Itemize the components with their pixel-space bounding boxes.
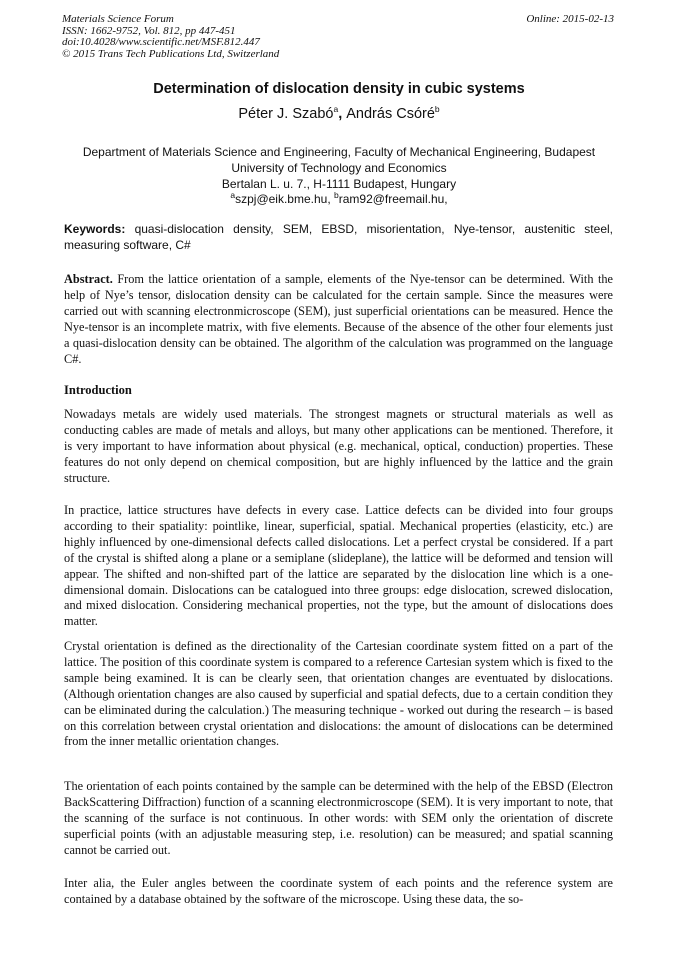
email-address: ram92@freemail.hu,: [338, 192, 448, 207]
paragraph: In practice, lattice structures have defects in every case. Lattice defects can be divided into four groups according to their spatiality: pointlike, linear, superficial, spatial. Mechanical properties (elasticity, etc.) are highly influenced by one-dimensional defects called dislocations. Let a perfect crystal be considered. If a part of the crystal is shifted along a plane or a semiplane (slideplane), the lattice will be deformed and tension will appear. The shifted and non-shifted part of the lattice are separated by the dislocation line which is a one-dimensional domain. Dislocations can be catalogued into three groups: edge dislocation, screwed dislocation, and mixed dislocation. Considering mechanical properties, not the type, but the amount of dislocations does matter.: [64, 503, 613, 629]
paragraph: Inter alia, the Euler angles between the coordinate system of each points and the reference system are contained by a database obtained by the software of the microscope. Using these data, the so-: [64, 876, 613, 906]
keywords-label: Keywords:: [64, 222, 126, 236]
paragraph: Nowadays metals are widely used materials. The strongest magnets or structural materials as well as conducting cables are made of metals and alloys, but many other applications can be mentioned. Therefore, it is very important to have information about physical (e.g. mechanical, optical, conduction) properties. These features do not only depend on chemical composition, but are highly influenced by the lattice and the grain structure.: [64, 407, 613, 485]
author-affiliation-mark: b: [434, 104, 440, 115]
email-mark: a: [230, 190, 236, 201]
author-separator: ,: [338, 106, 347, 122]
author-name: Péter J. Szabó: [238, 106, 334, 122]
journal-header: [62, 14, 279, 60]
email-address: szpj@eik.bme.hu,: [235, 192, 334, 207]
author-affiliation-mark: a: [333, 104, 339, 115]
email-line: [0, 192, 678, 208]
affiliation-block: [0, 145, 678, 208]
keywords-text: quasi-dislocation density, SEM, EBSD, misorientation, Nye-tensor, austenitic steel, measuring software, C#: [64, 222, 613, 252]
online-date: Online: 2015-02-13: [526, 13, 614, 25]
paragraph: The orientation of each points contained by the sample can be determined with the help of the EBSD (Electron BackScattering Diffraction) function of a scanning electronmicroscope (SEM). It is very important to note, that the scanning of the surface is not continuous. In other words: with SEM only the orientation of discrete superficial points (with an adjustable measuring step, i.e. resolution) can be measured; and spatial scanning cannot be carried out.: [64, 779, 613, 857]
abstract-text: From the lattice orientation of a sample, elements of the Nye-tensor can be determined. With the help of Nye’s tensor, dislocation density can be calculated for the certain sample. Since the measures were carried out with scanning electronmicroscope (SEM), just superficial orientations can be measured. Hence the Nye-tensor is an incomplete matrix, with five elements. Because of the absence of the other four elements just a quasi-dislocation density can be obtained. The algorithm of the calculation was programmed on the language C#.: [64, 272, 613, 366]
doi-line: doi:10.4028/www.scientific.net/MSF.812.447: [62, 36, 260, 48]
paper-title: Determination of dislocation density in cubic systems: [153, 81, 525, 97]
journal-name: Materials Science Forum: [62, 13, 174, 25]
keywords: [64, 222, 613, 254]
affiliation-line: Bertalan L. u. 7., H-1111 Budapest, Hungary: [221, 176, 457, 191]
email-mark: b: [334, 190, 339, 201]
affiliation-line: University of Technology and Economics: [231, 160, 447, 175]
copyright-line: © 2015 Trans Tech Publications Ltd, Switzerland: [62, 47, 280, 60]
author-line: [0, 106, 678, 122]
abstract: [64, 272, 613, 367]
section-heading: Introduction: [64, 383, 132, 397]
affiliation-line: Department of Materials Science and Engineering, Faculty of Mechanical Engineering, Budapest: [82, 145, 596, 159]
paragraph: Crystal orientation is defined as the directionality of the Cartesian coordinate system fitted on a part of the lattice. The position of this coordinate system is compared to a reference Cartesian system which is fixed to the sample being examined. It is can be clearly seen, that orientation changes are eventuated by dislocations. (Although orientation changes are also caused by superficial and spatial defects, due to a certain condition they can be eliminated during the calculation.) The measuring technique - worked out during the research – is based on this correlation between crystal orientation and dislocations: the amount of dislocations can be determined from the inner metallic orientation changes.: [64, 639, 613, 749]
abstract-label: Abstract.: [64, 272, 113, 286]
author-name: András Csóré: [346, 106, 435, 122]
issn-line: ISSN: 1662-9752, Vol. 812, pp 447-451: [62, 24, 236, 37]
